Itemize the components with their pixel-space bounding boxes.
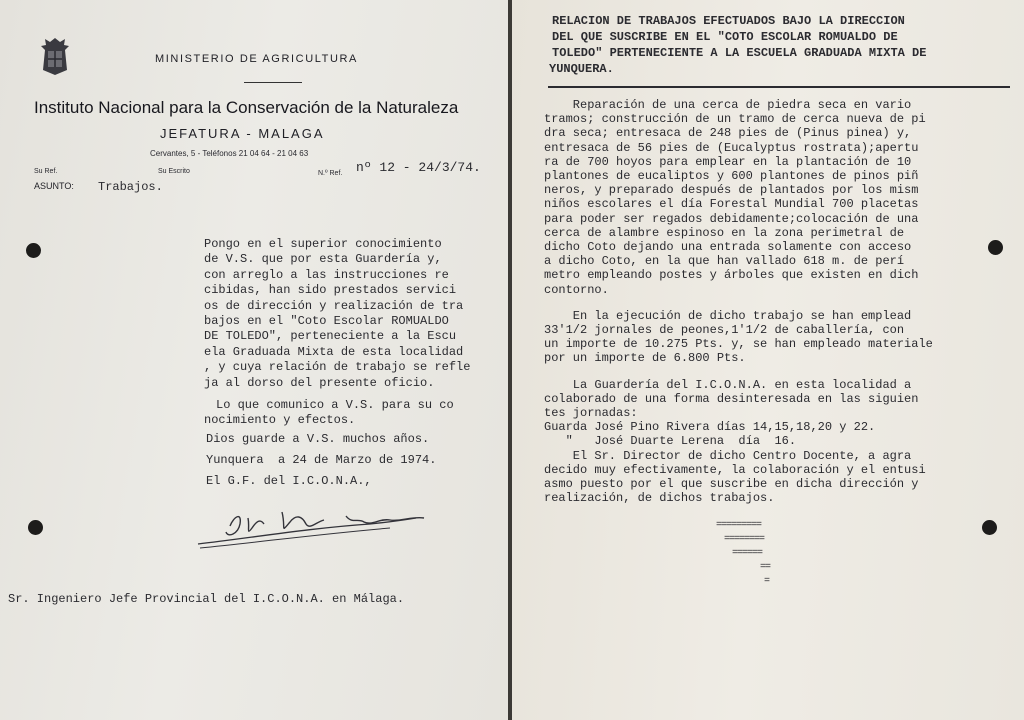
body-line: DE TOLEDO", perteneciente a la Escu	[204, 329, 457, 344]
closing-line: nocimiento y efectos.	[204, 413, 356, 427]
body-line: con arreglo a las instrucciones re	[204, 267, 449, 282]
closing-line: Dios guarde a V.S. muchos años.	[206, 432, 430, 446]
body-line: " José Duarte Lerena día 16.	[544, 434, 797, 449]
date-line: Yunquera a 24 de Marzo de 1974.	[206, 453, 437, 467]
punch-hole	[988, 240, 1003, 255]
address-line: Cervantes, 5 - Teléfonos 21 04 64 - 21 04 63	[150, 149, 309, 158]
body-line: a dicho Coto, en la que han vallado 618 m. de perí	[544, 254, 905, 269]
body-line: tes jornadas:	[544, 406, 638, 421]
body-line: niños escolares el día Forestal Mundial 700 placetas	[544, 197, 919, 212]
institute-heading: Instituto Nacional para la Conservación de la Naturaleza	[34, 98, 459, 117]
body-line: ja al dorso del presente oficio.	[204, 375, 435, 390]
body-line: un importe de 10.275 Pts. y, se han empleado materiale	[544, 337, 933, 352]
su-ref-label: Su Ref.	[34, 168, 58, 175]
body-line: En la ejecución de dicho trabajo se han emplead	[544, 308, 912, 323]
body-line: os de dirección y realización de tra	[204, 298, 464, 313]
body-line: de V.S. que por esta Guardería y,	[204, 252, 442, 267]
body-line: Guarda José Pino Rivera días 14,15,18,20 y 22.	[544, 420, 876, 435]
body-line: El Sr. Director de dicho Centro Docente, a agra	[544, 448, 912, 463]
body-line: dra seca; entresaca de 248 pies de (Pinus pinea) y,	[544, 126, 912, 141]
asunto-value: Trabajos.	[98, 180, 163, 194]
punch-hole	[28, 520, 43, 535]
decoration-line: ======	[732, 548, 763, 559]
asunto-label: ASUNTO:	[34, 181, 74, 191]
body-line: por un importe de 6.800 Pts.	[544, 351, 746, 366]
body-line: para poder ser regados debidamente;colocación de una	[544, 211, 919, 226]
punch-hole	[26, 243, 41, 258]
body-line: neros, y preparado después de plantados por los mism	[544, 183, 919, 198]
body-line: Reparación de una cerca de piedra seca en vario	[544, 98, 912, 112]
body-line: ra de 700 hoyos para emplear en la plantación de 10	[544, 154, 912, 169]
body-line: Pongo en el superior conocimiento	[204, 237, 442, 251]
decoration-line: ========	[724, 534, 765, 545]
recipient-line: Sr. Ingeniero Jefe Provincial del I.C.O.N.A. en Málaga.	[8, 592, 405, 606]
jefatura-heading: JEFATURA - MALAGA	[160, 126, 325, 141]
body-line: tramos; construcción de un tramo de cerca nueva de pi	[544, 112, 926, 127]
report-title-line: RELACION DE TRABAJOS EFECTUADOS BAJO LA DIRECCION	[552, 14, 905, 28]
closing-line: Lo que comunico a V.S. para su co	[216, 398, 454, 412]
ministry-heading: MINISTERIO DE AGRICULTURA	[155, 53, 358, 65]
body-line	[544, 366, 933, 378]
body-line: entresaca de 56 pies de (Eucalyptus rostrata);apertu	[544, 140, 919, 155]
body-line: ela Graduada Mixta de esta localidad	[204, 344, 464, 359]
body-line: asmo puesto por el que suscribe en dicha dirección y	[544, 477, 919, 492]
body-line: metro empleando postes y árboles que existen en dich	[544, 268, 919, 283]
punch-hole	[982, 520, 997, 535]
report-title-line: YUNQUERA.	[549, 62, 614, 76]
decoration-line: ==	[760, 562, 771, 573]
report-body	[544, 98, 933, 505]
body-line: colaborado de una forma desinteresada en las siguien	[544, 391, 919, 406]
decoration-line: =========	[716, 520, 762, 531]
report-title-line: TOLEDO" PERTENECIENTE A LA ESCUELA GRADUADA MIXTA DE	[552, 46, 927, 60]
body-line: decido muy efectivamente, la colaboración y el entusi	[544, 462, 926, 477]
heading-divider	[244, 82, 302, 83]
body-line: realización, de dichos trabajos.	[544, 491, 775, 506]
body-line: plantones de eucaliptos y 600 plantones de pinos piñ	[544, 169, 919, 184]
reference-number: nº 12 - 24/3/74.	[356, 160, 481, 175]
body-line: La Guardería del I.C.O.N.A. en esta localidad a	[544, 377, 912, 392]
su-escrito-label: Su Escrito	[158, 168, 190, 175]
body-line: contorno.	[544, 282, 609, 297]
signer-title: El G.F. del I.C.O.N.A.,	[206, 474, 372, 488]
title-underline	[548, 86, 1010, 88]
handwritten-signature	[190, 498, 440, 558]
body-line: dicho Coto dejando una entrada solamente con acceso	[544, 240, 912, 255]
body-line	[544, 297, 933, 309]
body-line: cerca de alambre espinoso en la zona perimetral de	[544, 225, 905, 240]
body-line: bajos en el "Coto Escolar ROMUALDO	[204, 314, 449, 329]
report-title-line: DEL QUE SUSCRIBE EN EL "COTO ESCOLAR ROMUALDO DE	[552, 30, 898, 44]
decoration-line: =	[764, 576, 770, 587]
left-document-page	[0, 0, 508, 720]
body-line: , y cuya relación de trabajo se refle	[204, 360, 471, 375]
n-ref-label: N.º Ref.	[318, 170, 343, 177]
coat-of-arms-icon	[38, 36, 72, 76]
body-line: 33'1/2 jornales de peones,1'1/2 de caballería, con	[544, 323, 905, 338]
letter-body	[204, 237, 470, 391]
body-line: cibidas, han sido prestados servici	[204, 283, 457, 298]
